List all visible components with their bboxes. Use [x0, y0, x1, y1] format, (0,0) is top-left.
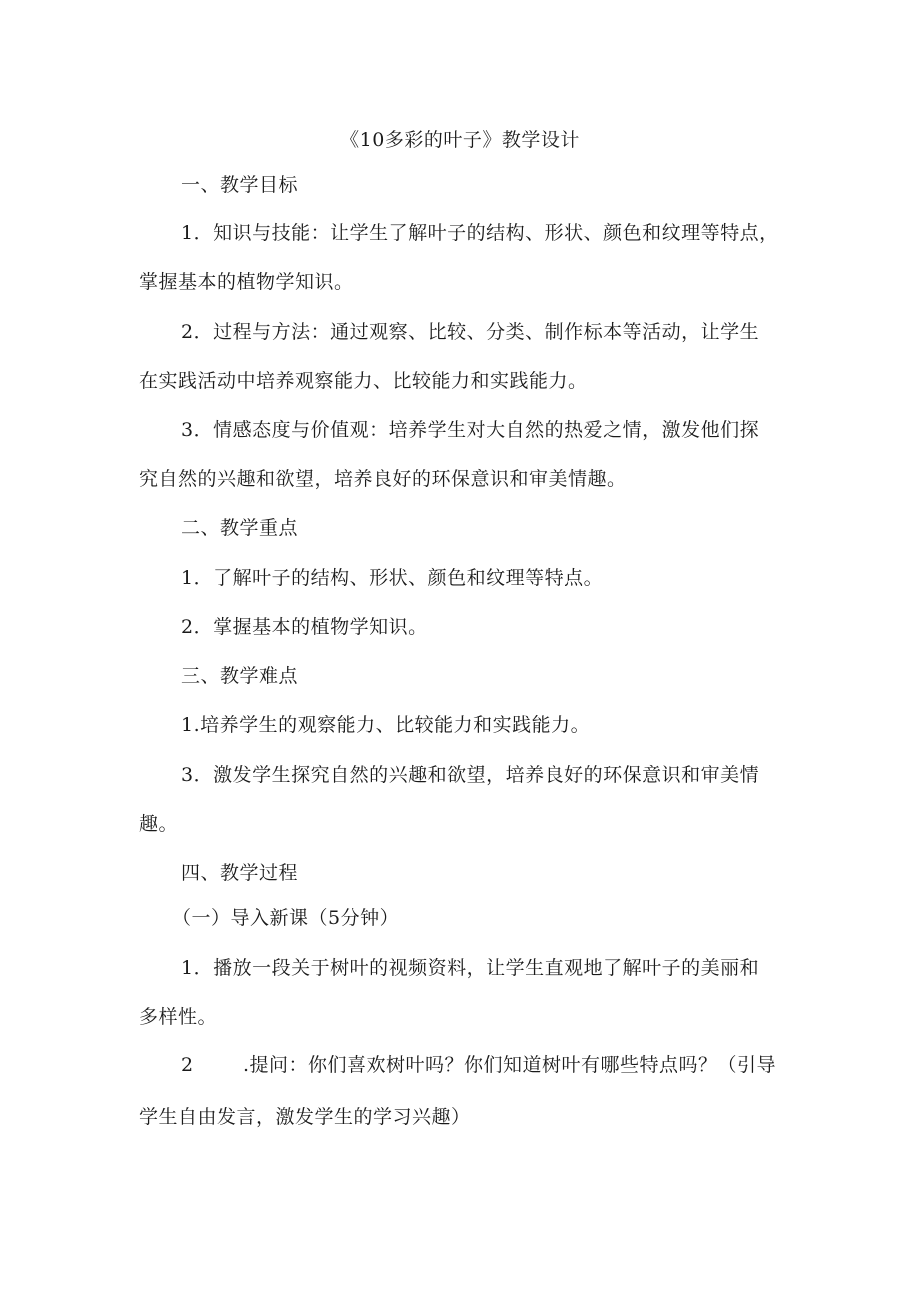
paragraph-line: 1．了解叶子的结构、形状、颜色和纹理等特点。: [181, 567, 604, 589]
paragraph-line: 1.培养学生的观察能力、比较能力和实践能力。: [181, 714, 591, 736]
paragraph-line: 2．过程与方法：通过观察、比较、分类、制作标本等活动，让学生: [181, 321, 760, 343]
section-heading-difficulties: 三、教学难点: [181, 665, 299, 687]
paragraph-line: 3．激发学生探究自然的兴趣和欲望，培养良好的环保意识和审美情: [181, 764, 760, 786]
section-heading-objectives: 一、教学目标: [181, 174, 299, 196]
paragraph-line: 3．情感态度与价值观：培养学生对大自然的热爱之情，激发他们探: [181, 419, 760, 441]
paragraph-line: 趣。: [139, 813, 179, 835]
paragraph-line: 2．掌握基本的植物学知识。: [181, 616, 428, 638]
section-heading-key-points: 二、教学重点: [181, 517, 299, 539]
document-title: 《10多彩的叶子》教学设计: [340, 129, 580, 151]
paragraph-line: 1．知识与技能：让学生了解叶子的结构、形状、颜色和纹理等特点，: [181, 222, 779, 244]
paragraph-line: 掌握基本的植物学知识。: [139, 271, 354, 293]
paragraph-line: 多样性。: [139, 1006, 218, 1028]
paragraph-line: 究自然的兴趣和欲望，培养良好的环保意识和审美情趣。: [139, 468, 627, 490]
paragraph-line: 在实践活动中培养观察能力、比较能力和实践能力。: [139, 370, 588, 392]
subsection-heading: （一）导入新课（5分钟）: [172, 907, 400, 929]
paragraph-line: 学生自由发言，激发学生的学习兴趣）: [139, 1106, 471, 1128]
paragraph-line: [181, 1053, 776, 1077]
list-number: 2: [181, 1054, 194, 1076]
paragraph-text: .提问：你们喜欢树叶吗？你们知道树叶有哪些特点吗？（引导: [243, 1054, 777, 1076]
section-heading-process: 四、教学过程: [181, 862, 299, 884]
paragraph-line: 1．播放一段关于树叶的视频资料，让学生直观地了解叶子的美丽和: [181, 957, 760, 979]
